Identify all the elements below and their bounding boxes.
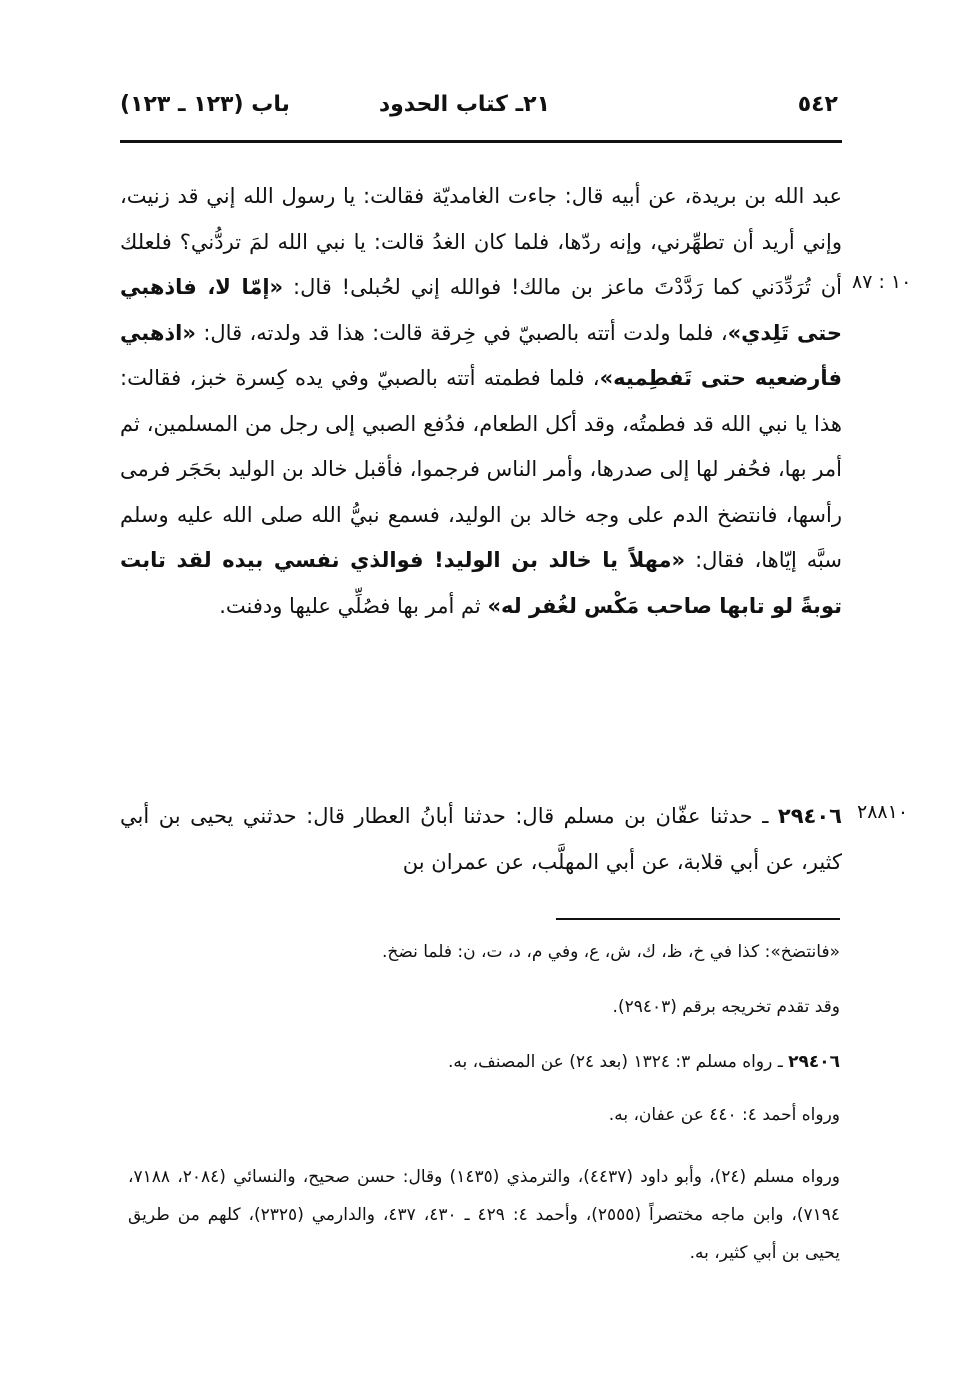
hadith-paragraph bbox=[120, 174, 842, 629]
footnote-divider bbox=[556, 918, 840, 920]
footnote: «فانتضخ»: كذا في خ، ظ، ك، ش، ع، وفي م، د، ت، ن: فلما نضخ. bbox=[381, 942, 840, 962]
prophet-quote: «إمّا لا، فاذهبي حتى تَلِدي» bbox=[120, 275, 842, 345]
hadith-number: ٢٩٤٠٦ bbox=[777, 804, 842, 828]
footnote: وقد تقدم تخريجه برقم (٢٩٤٠٣). bbox=[612, 997, 840, 1017]
text-run: ـ حدثنا عفّان بن مسلم قال: حدثنا أبانُ العطار قال: حدثني يحيى بن أبي كثير، عن أبي قلابة، عن أبي المهلَّب، عن عمران بن bbox=[120, 804, 842, 874]
margin-reference: ٢٨٨١٠ bbox=[857, 801, 909, 823]
prophet-quote: «مهلاً يا خالد بن الوليد! فوالذي نفسي بيده لقد تابت توبةً لو تابها صاحب مَكْس لغُفر له» bbox=[120, 548, 842, 618]
book-title: ٢١ـ كتاب الحدود bbox=[378, 92, 550, 117]
prophet-quote: «اذهبي فأرضعيه حتى تَفطِميه» bbox=[120, 320, 842, 390]
text-run: ، فلما ولدت أتته بالصبيّ في خِرقة قالت: هذا قد ولدته، قال: bbox=[195, 320, 728, 345]
footnote-hadith-number: ٢٩٤٠٦ bbox=[788, 1052, 840, 1072]
page-header bbox=[120, 92, 840, 128]
footnote: ورواه أحمد ٤: ٤٤٠ عن عفان، به. bbox=[608, 1105, 840, 1125]
header-divider bbox=[120, 140, 842, 143]
main-text bbox=[120, 174, 842, 629]
text-run: ، فلما فطمته أتته بالصبيّ وفي يده كِسرة خبز، فقالت: هذا يا نبي الله قد فطمتُه، وقد أكل الطعام، فدُفع الصبي إلى رجل من المسلمين، ثم أمر بها، فحُفر لها إلى صدرها، وأمر الناس فرجموا، فأقبل خالد بن الوليد بحَجَر فرمى رأسها، فانتضخ الدم على وجه خالد بن الوليد، فسمع نبيُّ الله صلى الله عليه وسلم سبَّه إيّاها، فقال: bbox=[120, 366, 842, 572]
text-run: عبد الله بن بريدة، عن أبيه قال: جاءت الغامديّة فقالت: يا رسول الله إني قد زنيت، وإني أريد أن تطهِّرني، وإنه ردّها، فلما كان الغدُ قالت: يا نبي الله لمَ تردُّني؟ فلعلك أن تُرَدِّدَني كما رَدَّدْتَ ماعز بن مالك! فوالله إني لحُبلى! قال: bbox=[120, 184, 842, 299]
margin-reference: ١٠ : ٨٧ bbox=[852, 271, 912, 293]
hadith-paragraph bbox=[120, 794, 842, 885]
footnote: ورواه مسلم (٢٤)، وأبو داود (٤٤٣٧)، والترمذي (١٤٣٥) وقال: حسن صحيح، والنسائي (٢٠٨٤، ٧١٨٨، ٧١٩٤)، وابن ماجه مختصراً (٢٥٥٥)، وأحمد ٤: ٤٢٩ ـ ٤٣٠، ٤٣٧، والدارمي (٢٣٢٥)، كلهم من طريق يحيى بن أبي كثير، به. bbox=[128, 1167, 841, 1263]
footnote bbox=[448, 1052, 840, 1072]
text-run: ثم أمر بها فصُلِّي عليها ودفنت. bbox=[219, 593, 488, 618]
page-number: ٥٤٢ bbox=[797, 92, 838, 117]
text-run: ـ رواه مسلم ٣: ١٣٢٤ (بعد ٢٤) عن المصنف، به. bbox=[448, 1052, 789, 1072]
chapter-title: باب (١٢٣ ـ ١٢٣) bbox=[120, 92, 290, 117]
